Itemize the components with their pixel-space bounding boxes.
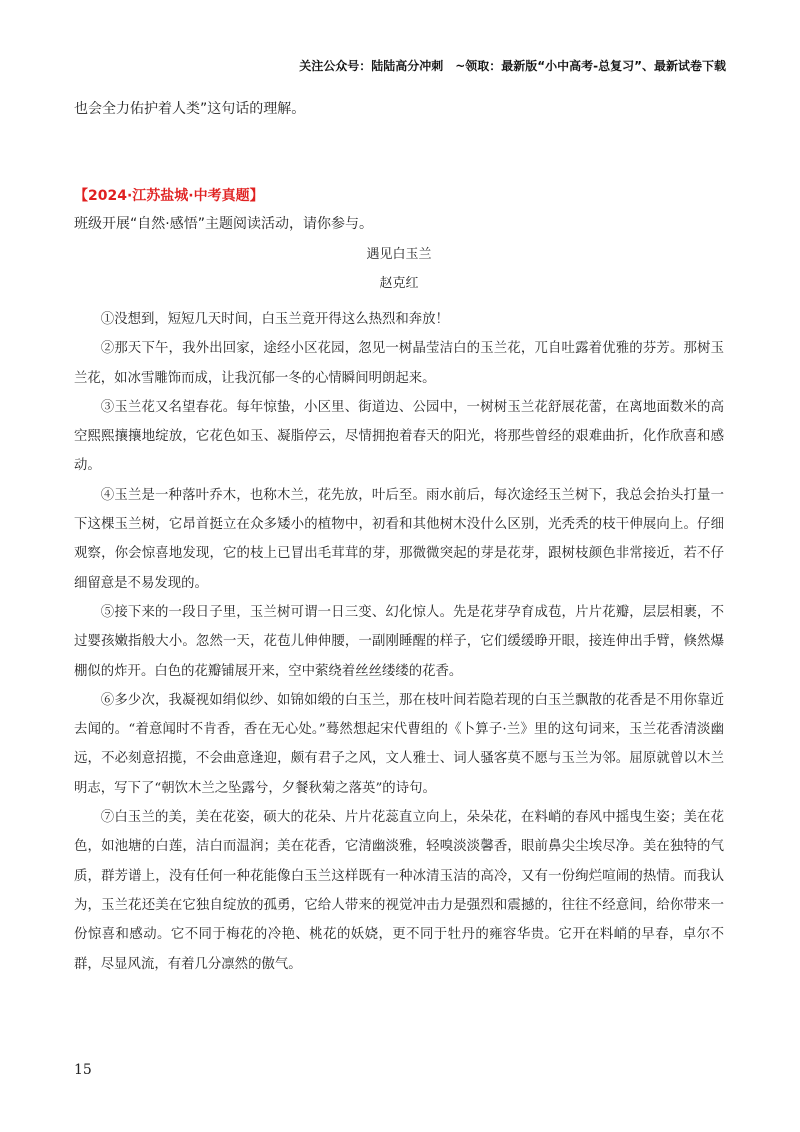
previous-question-end: 也会全力佑护着人类”这句话的理解。 bbox=[74, 101, 306, 117]
article-title: 遇见白玉兰 bbox=[366, 247, 432, 262]
article-paragraph-3: ③玉兰花又名望春花。每年惊蛰，小区里、街道边、公园中，一树树玉兰花舒展花蕾，在离地面数米的高空熙熙攘攘地绽放，它花色如玉、凝脂停云，尽情拥抱着春天的阳光，将那些曾经的艰难曲折，化作欣喜和感动。 bbox=[74, 399, 724, 474]
exam-source-tag: 【2024·江苏盐城·中考真题】 bbox=[74, 188, 264, 204]
task-instruction: 班级开展“自然·感悟”主题阅读活动，请你参与。 bbox=[74, 216, 373, 232]
article-paragraph-2: ②那天下午，我外出回家，途经小区花园，忽见一树晶莹洁白的玉兰花，兀自吐露着优雅的芬芳。那树玉兰花，如冰雪雕饰而成，让我沉郁一冬的心情瞬间明朗起来。 bbox=[74, 341, 724, 386]
article-paragraph-6: ⑥多少次，我凝视如绢似纱、如锦如缎的白玉兰，那在枝叶间若隐若现的白玉兰飘散的花香是不用你靠近去闻的。“着意闻时不肯香，香在无心处。”蓦然想起宋代曹组的《卜算子·兰》里的这句词来，玉兰花香清淡幽远，不必刻意招揽，不会曲意逢迎，颇有君子之风，文人雅士、词人骚客莫不愿与玉兰为邻。屈原就曾以木兰明志，写下了“朝饮木兰之坠露兮，夕餐秋菊之落英”的诗句。 bbox=[74, 692, 724, 796]
page-header: 关注公众号：陆陆高分冲刺 ~领取：最新版“小中高考-总复习”、最新试卷下载 bbox=[299, 59, 726, 73]
article-body bbox=[74, 305, 724, 979]
article-paragraph-5: ⑤接下来的一段日子里，玉兰树可谓一日三变、幻化惊人。先是花芽孕育成苞，片片花瓣，层层相裹，不过婴孩嫩指般大小。忽然一天，花苞儿伸伸腰，一副刚睡醒的样子，它们缓缓睁开眼，接连伸出手臂，倏然爆棚似的炸开。白色的花瓣铺展开来，空中萦绕着丝丝缕缕的花香。 bbox=[74, 604, 724, 679]
article-author: 赵克红 bbox=[379, 276, 419, 291]
article-paragraph-4: ④玉兰是一种落叶乔木，也称木兰，花先放，叶后至。雨水前后，每次途经玉兰树下，我总会抬头打量一下这棵玉兰树，它昂首挺立在众多矮小的植物中，初看和其他树木没什么区别，光秃秃的枝干伸展向上。仔细观察，你会惊喜地发现，它的枝上已冒出毛茸茸的芽，那微微突起的芽是花芽，跟树枝颜色非常接近，若不仔细留意是不易发现的。 bbox=[74, 487, 724, 591]
page-number: 15 bbox=[74, 1062, 92, 1078]
article-paragraph-1: ①没想到，短短几天时间，白玉兰竟开得这么热烈和奔放！ bbox=[100, 312, 449, 327]
article-paragraph-7: ⑦白玉兰的美，美在花姿，硕大的花朵、片片花蕊直立向上，朵朵花，在料峭的春风中摇曳生姿；美在花色，如池塘的白莲，洁白而温润；美在花香，它清幽淡雅，轻嗅淡淡馨香，眼前鼻尖尘埃尽净。美在独特的气质，群芳谱上，没有任何一种花能像白玉兰这样既有一种冰清玉洁的高冷，又有一份绚烂喧闹的热情。而我认为，玉兰花还美在它独自绽放的孤勇，它给人带来的视觉冲击力是强烈和震撼的，往往不经意间，给你带来一份惊喜和感动。它不同于梅花的冷艳、桃花的妖娆，更不同于牡丹的雍容华贵。它开在料峭的早春，卓尔不群，尽显风流，有着几分凛然的傲气。 bbox=[74, 810, 724, 972]
